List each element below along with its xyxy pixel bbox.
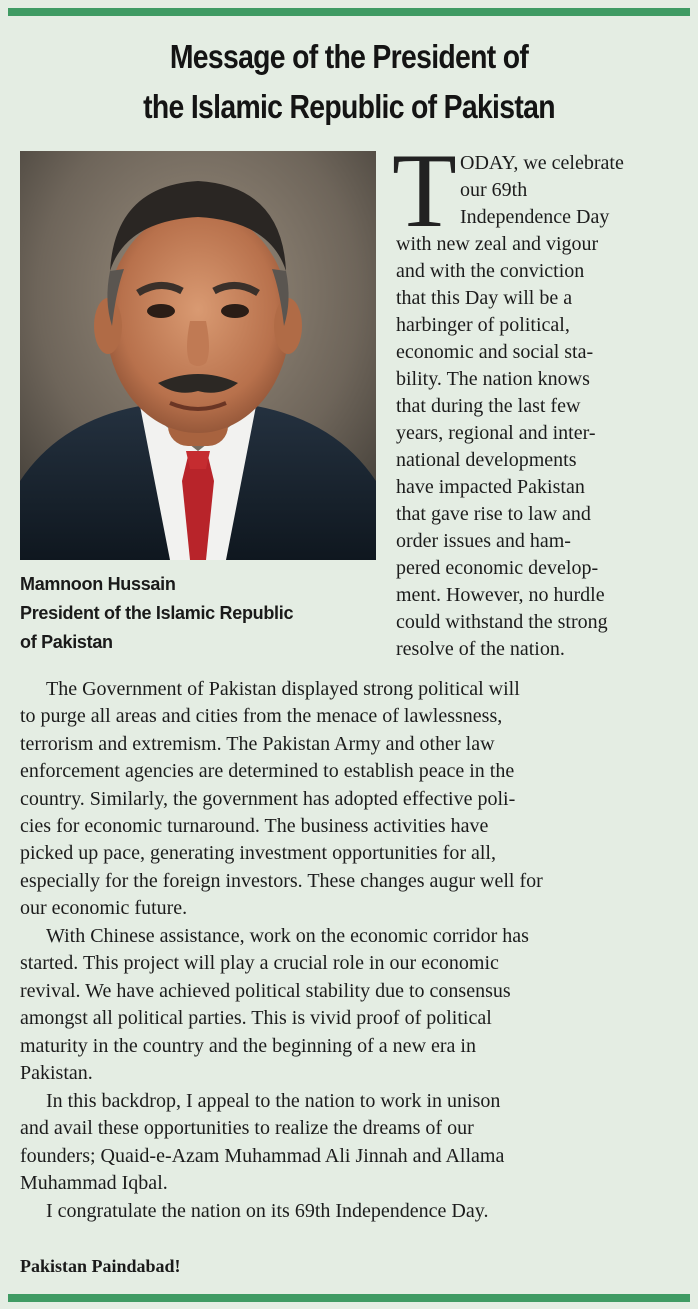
portrait-icon xyxy=(20,151,376,560)
paragraph-line: our economic future. xyxy=(20,897,188,920)
intro-line: resolve of the nation. xyxy=(396,638,565,660)
paragraph-line: and avail these opportunities to realize the dreams of our xyxy=(20,1117,474,1140)
paragraph-line: terrorism and extremism. The Pakistan Army and other law xyxy=(20,732,495,755)
body-paragraph-1 xyxy=(20,676,690,923)
intro-line: national developments xyxy=(396,449,577,471)
paragraph-line: country. Similarly, the government has adopted effective poli- xyxy=(20,787,516,810)
caption-role-line-1: President of the Islamic Republic xyxy=(20,603,294,623)
closing-line: Pakistan Paindabad! xyxy=(20,1256,181,1276)
paragraph-line: The Government of Pakistan displayed strong political will xyxy=(46,678,520,700)
paragraph-line: With Chinese assistance, work on the economic corridor has xyxy=(46,925,529,947)
intro-line: economic and social sta- xyxy=(396,341,594,363)
paragraph-line: maturity in the country and the beginning of a new era in xyxy=(20,1034,476,1057)
paragraph-line: cies for economic turnaround. The business activities have xyxy=(20,815,489,838)
paragraph-line: picked up pace, generating investment opportunities for all, xyxy=(20,842,496,865)
intro-line: order issues and ham- xyxy=(396,530,571,552)
president-photo xyxy=(20,151,376,560)
intro-line: that during the last few xyxy=(396,395,581,417)
paragraph-line: especially for the foreign investors. These changes augur well for xyxy=(20,869,543,892)
bottom-border-bar xyxy=(8,1294,690,1302)
paragraph-line: revival. We have achieved political stability due to consensus xyxy=(20,979,511,1002)
title-line-2: the Islamic Republic of Pakistan xyxy=(143,88,555,125)
top-border-bar xyxy=(8,8,690,16)
intro-line: ment. However, no hurdle xyxy=(396,584,605,606)
photo-caption xyxy=(20,570,380,657)
intro-line: and with the conviction xyxy=(396,260,585,282)
paragraph-line: In this backdrop, I appeal to the nation to work in unison xyxy=(46,1090,501,1112)
paragraph-line: amongst all political parties. This is vivid proof of political xyxy=(20,1007,492,1030)
paragraph-line: started. This project will play a crucial role in our economic xyxy=(20,952,499,975)
intro-line: ODAY, we celebrate xyxy=(460,152,624,174)
intro-line: have impacted Pakistan xyxy=(396,476,585,498)
paragraph-line: Muhammad Iqbal. xyxy=(20,1172,168,1195)
body-paragraph-2 xyxy=(20,923,690,1087)
paragraph-line: to purge all areas and cities from the menace of lawlessness, xyxy=(20,705,503,728)
caption-role-line-2: of Pakistan xyxy=(20,632,113,652)
drop-cap: T xyxy=(392,132,457,249)
paragraph-line: founders; Quaid-e-Azam Muhammad Ali Jinnah and Allama xyxy=(20,1144,505,1167)
caption-name: Mamnoon Hussain xyxy=(20,574,176,594)
intro-line: that gave rise to law and xyxy=(396,503,591,525)
page-title xyxy=(8,32,690,132)
intro-line: years, regional and inter- xyxy=(396,422,596,444)
body-paragraph-4 xyxy=(20,1198,690,1225)
intro-line: could withstand the strong xyxy=(396,611,608,633)
intro-line: harbinger of political, xyxy=(396,314,570,336)
intro-line: that this Day will be a xyxy=(396,287,573,309)
paragraph-line: enforcement agencies are determined to establish peace in the xyxy=(20,760,515,783)
paragraph-line: Pakistan. xyxy=(20,1062,93,1085)
intro-line: with new zeal and vigour xyxy=(396,233,599,255)
title-line-1: Message of the President of xyxy=(169,38,529,75)
intro-line: bility. The nation knows xyxy=(396,368,590,390)
intro-line: our 69th xyxy=(460,179,528,201)
intro-line: pered economic develop- xyxy=(396,557,599,579)
body-paragraph-3 xyxy=(20,1088,690,1198)
paragraph-line: I congratulate the nation on its 69th Independence Day. xyxy=(46,1200,489,1222)
intro-line: Independence Day xyxy=(460,206,610,228)
